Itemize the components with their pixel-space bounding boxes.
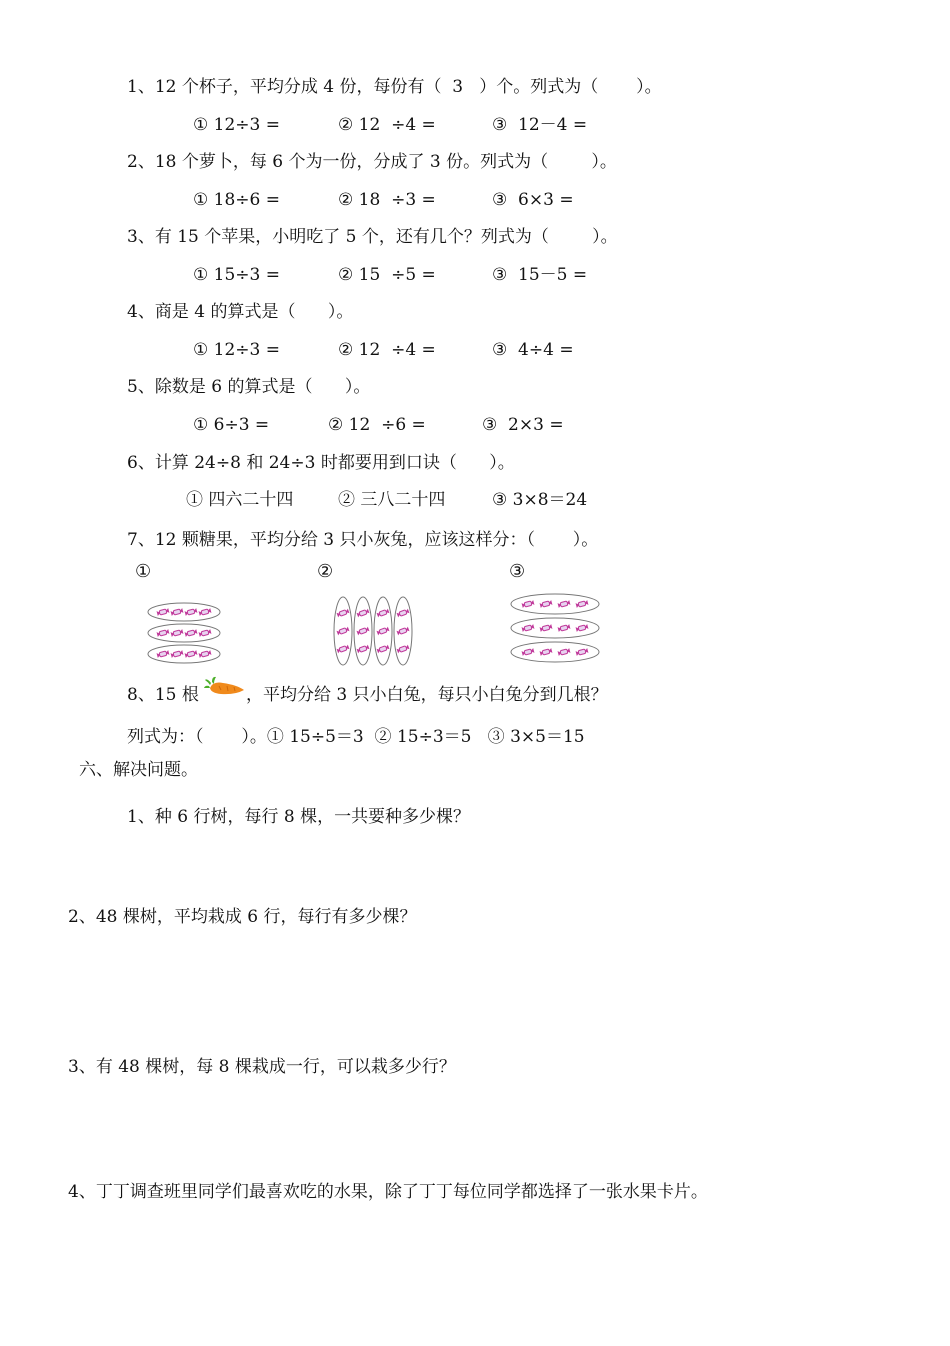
q3-option-3: ③ 15－5 = <box>492 265 588 285</box>
candy-icon <box>185 608 198 616</box>
candy-icon <box>540 624 553 632</box>
candy-icon <box>576 600 589 608</box>
candy-icon <box>397 645 410 654</box>
question-3: 3、有 15 个苹果，小明吃了 5 个，还有几个？列式为（ ）。 <box>127 227 618 247</box>
candy-icon <box>171 629 184 637</box>
candy-icon <box>199 608 212 616</box>
q1-option-2: ② 12 ÷4 = <box>338 115 436 135</box>
problem-1: 1、种 6 行树，每行 8 棵，一共要种多少棵？ <box>127 807 471 827</box>
figure-1-groups <box>148 603 220 663</box>
q6-option-3: ③ 3×8＝24 <box>492 490 588 510</box>
candy-icon <box>185 629 198 637</box>
carrot-icon <box>203 676 245 700</box>
q5-option-2: ② 12 ÷6 = <box>328 415 426 435</box>
candy-icon <box>540 600 553 608</box>
candy-icon <box>357 627 370 636</box>
q7-figure-1 <box>140 600 230 666</box>
candy-icon <box>171 608 184 616</box>
question-4: 4、商是 4 的算式是（ ）。 <box>127 302 354 322</box>
q5-option-3: ③ 2×3 = <box>482 415 564 435</box>
group-ellipse <box>148 624 220 642</box>
candy-icon <box>377 627 390 636</box>
candy-icon <box>522 600 535 608</box>
candy-icon <box>558 600 571 608</box>
problem-3: 3、有 48 棵树，每 8 棵栽成一行，可以栽多少行？ <box>68 1057 456 1077</box>
group-ellipse <box>148 603 220 621</box>
candy-icon <box>185 650 198 658</box>
q7-option-1-label: ① <box>135 561 152 582</box>
question-8-answer-line: 列式为：（ ）。① 15÷5＝3 ② 15÷3＝5 ③ 3×5＝15 <box>127 727 585 747</box>
candy-icon <box>540 648 553 656</box>
candy-icon <box>522 648 535 656</box>
candy-icon <box>576 624 589 632</box>
question-7: 7、12 颗糖果，平均分给 3 只小灰兔，应该这样分：（ ）。 <box>127 530 599 550</box>
candy-icon <box>157 650 170 658</box>
candy-icon <box>171 650 184 658</box>
q7-option-2-label: ② <box>317 561 334 582</box>
q3-option-1: ① 15÷3 = <box>193 265 280 285</box>
candy-icon <box>377 645 390 654</box>
q4-option-2: ② 12 ÷4 = <box>338 340 436 360</box>
candy-icon <box>199 650 212 658</box>
question-8-end: ，平均分给 3 只小白兔，每只小白兔分到几根？ <box>246 685 608 705</box>
candy-icon <box>576 648 589 656</box>
candy-icon <box>199 629 212 637</box>
q3-option-2: ② 15 ÷5 = <box>338 265 436 285</box>
q7-figure-2 <box>330 596 420 668</box>
candy-icon <box>357 609 370 618</box>
q7-figure-3 <box>510 594 602 664</box>
candy-icon <box>157 608 170 616</box>
q1-option-3: ③ 12－4 = <box>492 115 588 135</box>
q1-option-1: ① 12÷3 = <box>193 115 280 135</box>
group-ellipse <box>148 645 220 663</box>
q2-option-3: ③ 6×3 = <box>492 190 574 210</box>
q6-option-2: ② 三八二十四 <box>338 490 446 510</box>
question-2: 2、18 个萝卜，每 6 个为一份，分成了 3 份。列式为（ ）。 <box>127 152 617 172</box>
section-title: 六、解决问题。 <box>79 760 198 780</box>
problem-4: 4、丁丁调查班里同学们最喜欢吃的水果，除了丁丁每位同学都选择了一张水果卡片。 <box>68 1182 708 1202</box>
candy-icon <box>558 648 571 656</box>
q2-option-2: ② 18 ÷3 = <box>338 190 436 210</box>
candy-icon <box>377 609 390 618</box>
candy-icon <box>558 624 571 632</box>
q6-option-1: ① 四六二十四 <box>186 490 294 510</box>
q7-option-3-label: ③ <box>509 561 526 582</box>
question-8-start: 8、15 根 <box>127 685 199 705</box>
candy-icon <box>337 609 350 618</box>
question-1: 1、12 个杯子，平均分成 4 份，每份有（ 3 ）个。列式为（ ）。 <box>127 77 662 97</box>
q2-option-1: ① 18÷6 = <box>193 190 280 210</box>
q5-option-1: ① 6÷3 = <box>193 415 270 435</box>
question-6: 6、计算 24÷8 和 24÷3 时都要用到口诀（ ）。 <box>127 453 515 473</box>
q4-option-3: ③ 4÷4 = <box>492 340 574 360</box>
candy-icon <box>357 645 370 654</box>
candy-icon <box>397 627 410 636</box>
candy-icon <box>337 627 350 636</box>
candy-icon <box>522 624 535 632</box>
candy-icon <box>337 645 350 654</box>
question-5: 5、除数是 6 的算式是（ ）。 <box>127 377 371 397</box>
problem-2: 2、48 棵树，平均栽成 6 行，每行有多少棵？ <box>68 907 417 927</box>
candy-icon <box>157 629 170 637</box>
candy-icon <box>397 609 410 618</box>
q4-option-1: ① 12÷3 = <box>193 340 280 360</box>
